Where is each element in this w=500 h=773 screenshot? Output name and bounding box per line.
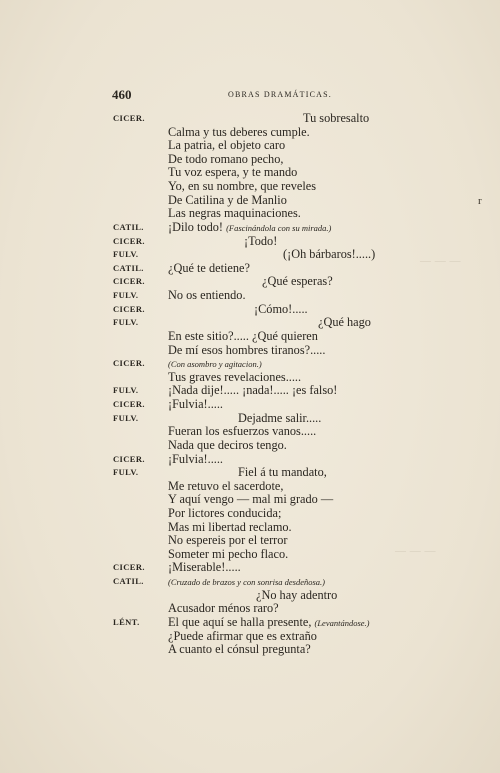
dialogue-line	[0, 356, 500, 370]
running-title: OBRAS DRAMÁTICAS.	[228, 90, 332, 99]
dialogue-line	[0, 125, 500, 139]
verse-text	[318, 315, 371, 329]
verse-line: De mí esos hombres tiranos?.....	[168, 342, 326, 357]
verse-line: A cuanto el cónsul pregunta?	[168, 642, 311, 657]
verse-text	[168, 370, 301, 384]
dialogue-line	[0, 165, 500, 179]
dialogue-line	[0, 234, 500, 248]
verse-line: La patria, el objeto caro	[168, 138, 286, 153]
verse-text	[168, 138, 285, 152]
verse-line: De todo romano pecho,	[168, 151, 284, 166]
verse-line: ¡Cómo!.....	[254, 301, 308, 316]
dialogue-line	[0, 492, 500, 506]
verse-text	[262, 274, 333, 288]
speaker-name: CATIL.	[113, 262, 144, 273]
dialogue-line	[0, 452, 500, 466]
dialogue-line	[0, 274, 500, 288]
verse-text	[168, 383, 337, 397]
verse-line: Y aquí vengo — mal mi grado —	[168, 492, 334, 507]
verse-text	[254, 302, 308, 316]
verse-text	[168, 560, 241, 574]
speaker-name: CICER.	[113, 276, 145, 287]
verse-line: De Catilina y de Manlio	[168, 192, 287, 207]
speaker-name: FULV.	[113, 249, 139, 260]
verse-line: En este sitio?..... ¿Qué quieren	[168, 328, 318, 343]
dialogue-line	[0, 479, 500, 493]
verse-line: ¿Qué hago	[318, 315, 371, 330]
verse-line: Por lictores conducida;	[168, 505, 282, 520]
speaker-name: LÉNT.	[113, 616, 140, 627]
verse-text	[168, 520, 292, 534]
verse-text	[283, 247, 375, 261]
verse-text	[168, 152, 283, 166]
dialogue-line	[0, 424, 500, 438]
dialogue-line	[0, 520, 500, 534]
verse-text	[303, 111, 369, 125]
speaker-name: FULV.	[113, 467, 139, 478]
verse-line: Mas mi libertad reclamo.	[168, 519, 292, 534]
verse-text	[168, 438, 287, 452]
verse-text	[168, 533, 288, 547]
verse-text	[168, 424, 316, 438]
verse-text	[168, 601, 279, 615]
dialogue-line	[0, 370, 500, 384]
stage-direction: (Cruzado de brazos y con sonrisa desdeñosa.)	[168, 577, 326, 588]
stage-direction: (Con asombro y agitacion.)	[168, 359, 262, 370]
verse-text	[168, 288, 246, 302]
verse-line: ¿No hay adentro	[256, 587, 338, 602]
speaker-name: CICER.	[113, 453, 145, 464]
verse-line: ¡Todo!	[244, 233, 278, 248]
dialogue-line	[0, 642, 500, 656]
dialogue-line	[0, 329, 500, 343]
margin-mark: r	[478, 195, 482, 207]
dialogue-line	[0, 206, 500, 220]
speaker-name: CICER.	[113, 358, 145, 369]
verse-text	[168, 452, 223, 466]
verse-text	[168, 506, 281, 520]
verse-text	[168, 397, 223, 411]
verse-line: Acusador ménos raro?	[168, 601, 279, 616]
dialogue-line	[0, 574, 500, 588]
speaker-name: CICER.	[113, 562, 145, 573]
dialogue-line	[0, 288, 500, 302]
verse-line: ¡Miserable!.....	[168, 560, 241, 575]
dialogue-line	[0, 629, 500, 643]
verse-line: Fiel á tu mandato,	[238, 465, 327, 480]
verse-text	[168, 479, 283, 493]
dialogue-line	[0, 411, 500, 425]
bleed-through: — — —	[420, 255, 461, 267]
verse-line: ¿Qué te detiene?	[168, 260, 250, 275]
dialogue-line	[0, 601, 500, 615]
dialogue-line	[0, 615, 500, 629]
dialogue-line	[0, 247, 500, 261]
verse-line: Nada que deciros tengo.	[168, 437, 287, 452]
verse-line: Tus graves revelaciones.....	[168, 369, 302, 384]
verse-line: ¡Nada dije!..... ¡nada!..... ¡es falso!	[168, 383, 338, 398]
verse-line: (¡Oh bárbaros!.....)	[283, 247, 376, 262]
verse-line: Someter mi pecho flaco.	[168, 546, 289, 561]
verse-line: ¡Fulvia!.....	[168, 397, 223, 412]
verse-text	[168, 642, 311, 656]
speaker-name: FULV.	[113, 317, 139, 328]
dialogue-line	[0, 193, 500, 207]
speaker-name: FULV.	[113, 412, 139, 423]
verse-line: Calma y tus deberes cumple.	[168, 124, 310, 139]
speaker-name: CICER.	[113, 113, 145, 123]
dialogue-line	[0, 111, 500, 125]
verse-line: Yo, en su nombre, que reveles	[168, 179, 316, 194]
verse-text	[238, 465, 327, 479]
dialogue-line	[0, 315, 500, 329]
dialogue-line	[0, 261, 500, 275]
verse-line: Tu sobresalto	[303, 111, 370, 125]
verse-line: No os entiendo.	[168, 288, 246, 303]
verse-text	[168, 179, 316, 193]
verse-line: ¿Puede afirmar que es extraño	[168, 628, 317, 643]
verse-line: Las negras maquinaciones.	[168, 206, 301, 221]
page-header	[112, 87, 392, 107]
speaker-name: CICER.	[113, 303, 145, 314]
dialogue-line	[0, 588, 500, 602]
verse-line: ¿Qué esperas?	[262, 274, 333, 289]
verse-line: ¡Fulvia!.....	[168, 451, 223, 466]
speaker-name: CICER.	[113, 399, 145, 410]
verse-line: Dejadme salir.....	[238, 410, 322, 425]
dialogue-line	[0, 343, 500, 357]
speaker-name: FULV.	[113, 385, 139, 396]
speaker-name: CATIL.	[113, 221, 144, 232]
verse-line: Tu voz espera, y te mando	[168, 165, 298, 180]
dialogue-line	[0, 179, 500, 193]
verse-text	[168, 193, 287, 207]
speaker-name: CATIL.	[113, 576, 144, 587]
verse-line: Fueran los esfuerzos vanos.....	[168, 424, 317, 439]
dialogue-line	[0, 560, 500, 574]
dialogue-line	[0, 533, 500, 547]
verse-text	[168, 206, 301, 220]
verse-text	[168, 547, 288, 561]
verse-line: ¡Dilo todo!	[168, 219, 223, 234]
dialogue-line	[0, 383, 500, 397]
dialogue-line	[0, 465, 500, 479]
page-number: 460	[112, 87, 132, 102]
dialogue-line	[0, 547, 500, 561]
dialogue-line	[0, 152, 500, 166]
bleed-through: — — —	[395, 545, 436, 557]
verse-text	[168, 343, 325, 357]
speaker-name: CICER.	[113, 235, 145, 246]
dialogue-line	[0, 302, 500, 316]
verse-text	[256, 588, 337, 602]
verse-text	[168, 125, 310, 139]
stage-direction: (Levantándose.)	[314, 617, 370, 628]
dialogue-line	[0, 506, 500, 520]
dialogue-line	[0, 220, 500, 234]
dialogue-line	[0, 397, 500, 411]
verse-text	[244, 234, 277, 248]
verse-text	[238, 411, 321, 425]
verse-line: El que aquí se halla presente,	[168, 614, 312, 629]
stage-direction: (Fascinándola con su mirada.)	[226, 222, 332, 233]
verse-text	[168, 492, 333, 506]
dialogue-line	[0, 438, 500, 452]
verse-text	[168, 165, 297, 179]
speaker-name: FULV.	[113, 290, 139, 301]
verse-line: No espereis por el terror	[168, 533, 288, 548]
verse-text	[168, 329, 318, 343]
dialogue-line	[0, 138, 500, 152]
verse-line: Me retuvo el sacerdote,	[168, 478, 284, 493]
verse-text	[168, 261, 250, 275]
verse-text	[168, 629, 317, 643]
